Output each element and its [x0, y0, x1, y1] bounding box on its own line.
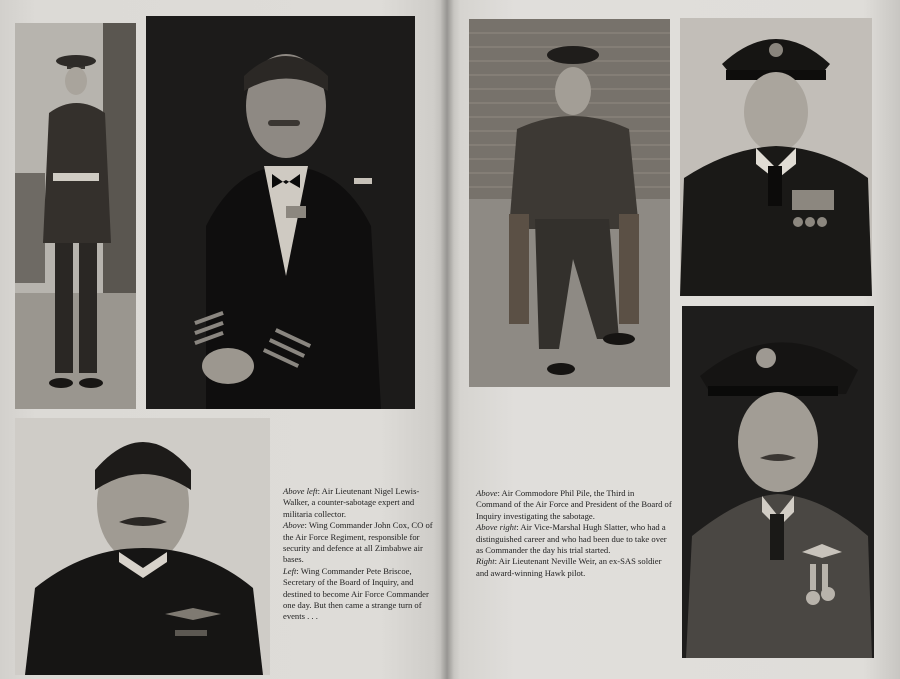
left-caption: [283, 486, 433, 623]
photo-cap-officer: [680, 18, 872, 296]
photo-seated-officer: [469, 19, 670, 387]
right-caption: [476, 488, 672, 579]
photo-standing-officer: [15, 23, 136, 409]
caption-entry: Above: Air Commodore Phil Pile, the Third in Command of the Air Force and President of the Board of Inquiry investigating the sabotage.: [476, 488, 672, 521]
caption-entry: Left: Wing Commander Pete Briscoe, Secretary of the Board of Inquiry, and destined to become Air Force Commander one day. But then came a strange turn of events . . .: [283, 565, 429, 622]
caption-entry: Right: Air Lieutenant Neville Weir, an ex-SAS soldier and award-winning Hawk pilot.: [476, 556, 662, 578]
photo-pilot-wings: [682, 306, 874, 658]
caption-entry: Above left: Air Lieutenant Nigel Lewis-Walker, a counter-sabotage expert and militaria collector.: [283, 486, 420, 519]
caption-entry: Above: Wing Commander John Cox, CO of the Air Force Regiment, responsible for security and defence at all Zimbabwe air bases.: [283, 520, 433, 565]
caption-entry: Above right: Air Vice-Marshal Hugh Slatter, who had a distinguished career and who had been due to take over as Commander the day his trial started.: [476, 522, 667, 556]
photo-dinner-jacket: [146, 16, 415, 409]
book-spine: [440, 0, 454, 679]
photo-moustache-officer: [15, 418, 270, 675]
